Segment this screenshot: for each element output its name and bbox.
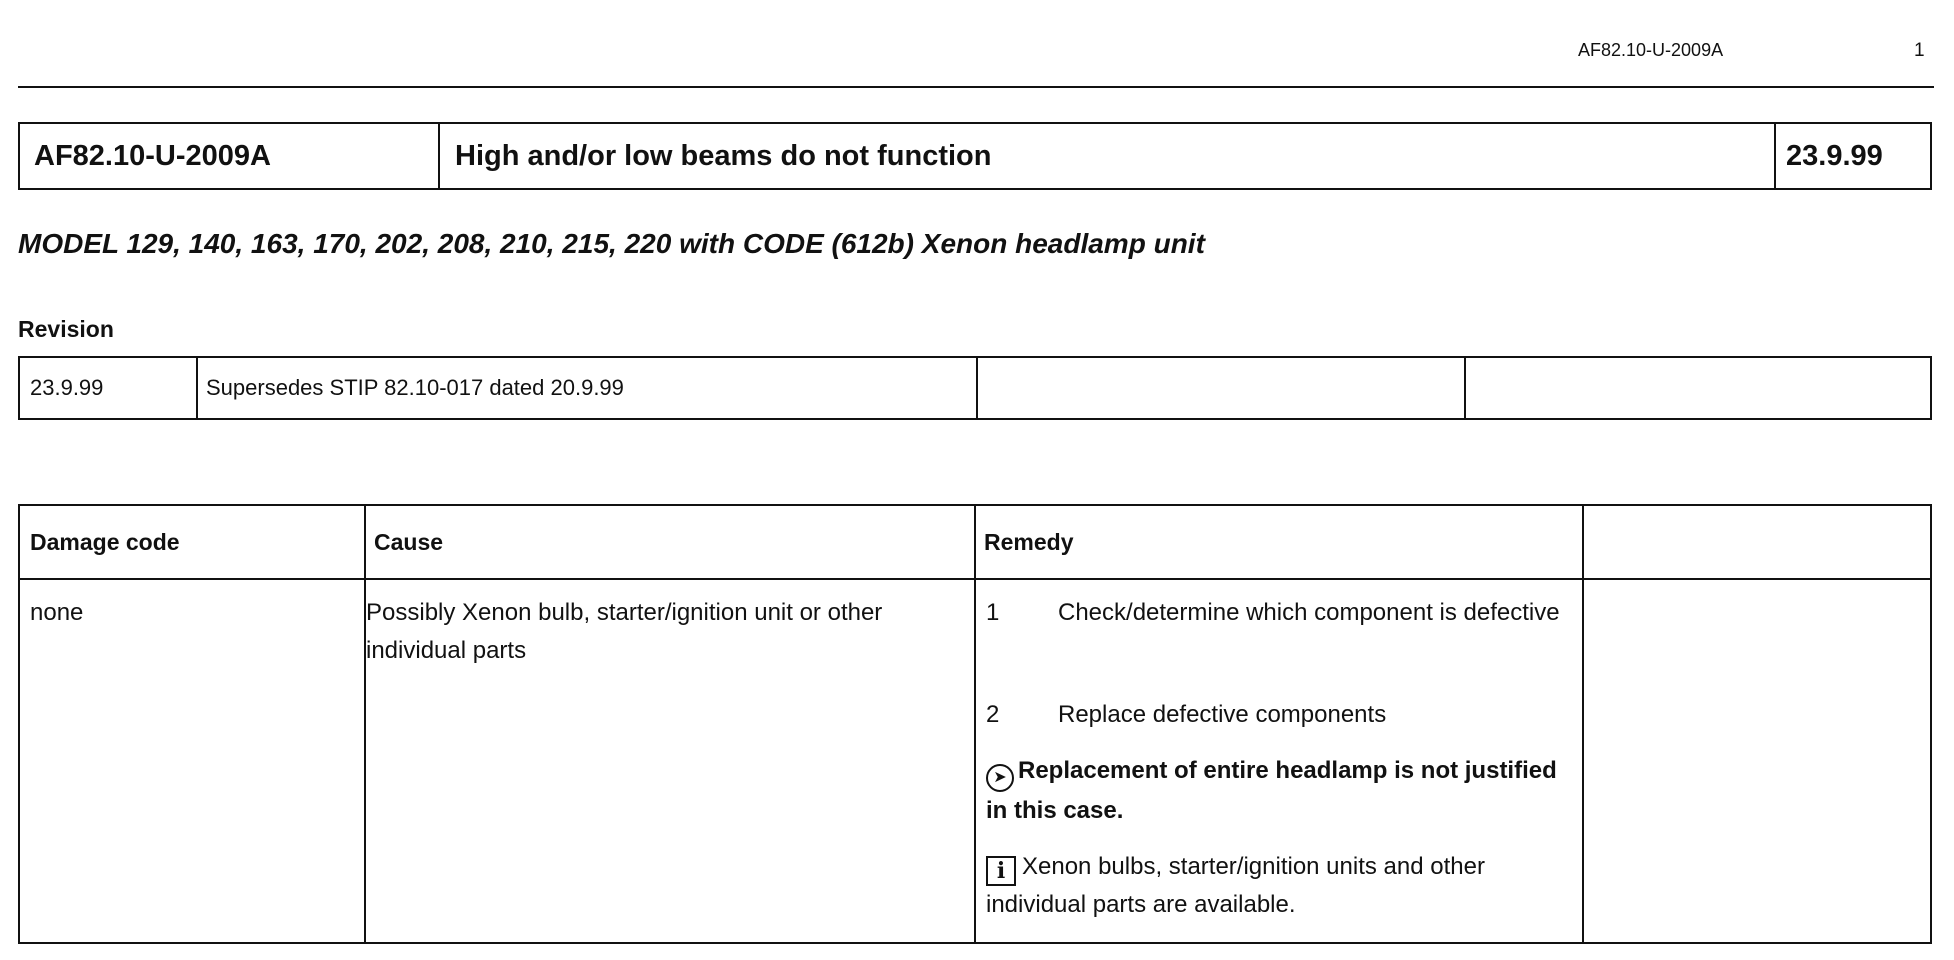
title-doc-code: AF82.10-U-2009A (34, 139, 271, 172)
remedy-info-note (986, 848, 1566, 924)
info-box-icon: i (986, 856, 1016, 886)
title-date: 23.9.99 (1774, 124, 1930, 188)
remedy-step-number: 2 (986, 701, 1000, 728)
document-title: High and/or low beams do not function (438, 124, 1774, 188)
header-damage-code: Damage code (30, 528, 180, 555)
header-cause: Cause (374, 528, 444, 555)
damage-code-value: none (30, 599, 84, 626)
circle-arrow-note-icon: ➤ (986, 764, 1014, 792)
remedy-step (986, 696, 1586, 734)
header-row-divider (20, 578, 1930, 580)
model-line: MODEL 129, 140, 163, 170, 202, 208, 210, 215, 220 with CODE (612b) Xenon headlamp unit (18, 228, 1205, 259)
info-note-text: Xenon bulbs, starter/ignition units and other individual parts are available. (986, 853, 1485, 918)
header-doc-code: AF82.10-U-2009A (1578, 40, 1724, 60)
revision-date: 23.9.99 (30, 375, 104, 400)
header-remedy: Remedy (984, 528, 1074, 555)
remedy-step-text: Check/determine which component is defective (1058, 599, 1560, 626)
cause-value: Possibly Xenon bulb, starter/ignition unit or other individual parts (366, 599, 883, 664)
title-table (18, 122, 1932, 190)
revision-table (18, 356, 1932, 420)
revision-label: Revision (18, 316, 114, 342)
revision-empty-cell (976, 358, 1464, 418)
revision-empty-cell (1464, 358, 1930, 418)
remedy-warning-note (986, 752, 1566, 830)
header-divider (18, 86, 1934, 88)
remedy-step (986, 594, 1586, 632)
damage-table (18, 504, 1932, 944)
page-number: 1 (1914, 40, 1925, 61)
revision-text: Supersedes STIP 82.10-017 dated 20.9.99 (196, 358, 976, 418)
remedy-step-number: 1 (986, 599, 1000, 626)
warning-note-text: Replacement of entire headlamp is not justified in this case. (986, 757, 1557, 824)
remedy-step-text: Replace defective components (1058, 701, 1387, 728)
